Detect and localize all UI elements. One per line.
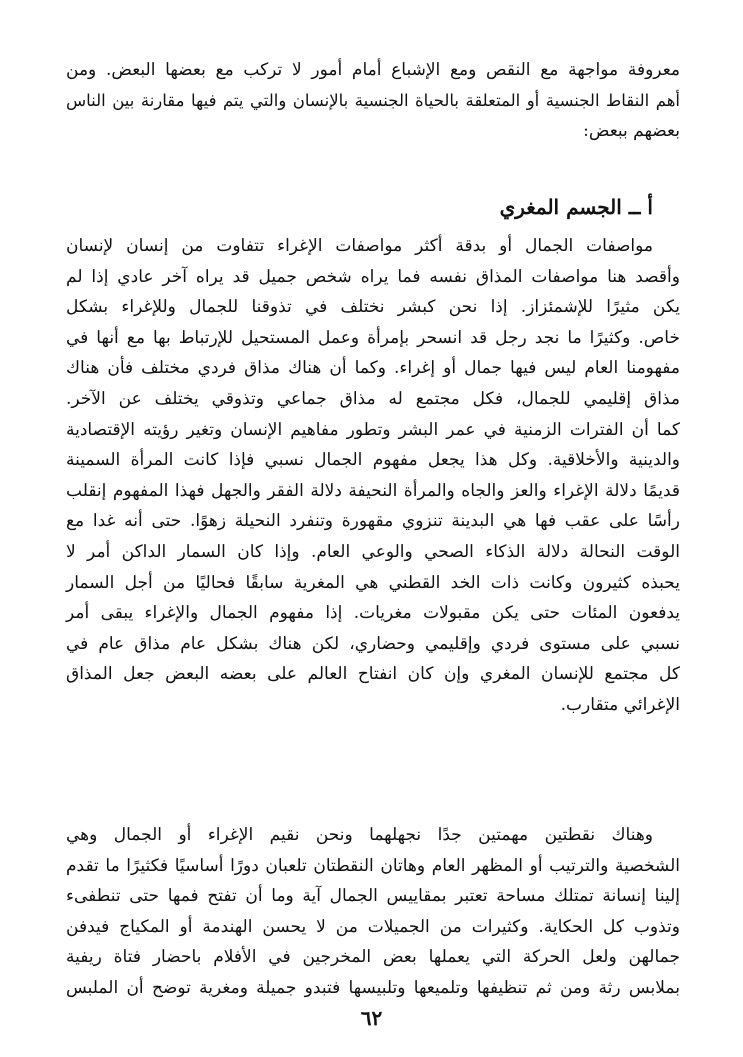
text-line: إلينا إنسانة تمتلك مساحة تعتبر بمقاييس الجمال آية وما أن تفتح فمها حتى تنطفىء [66, 886, 680, 907]
page-number: ٦٢ [360, 1006, 383, 1030]
text-line: يدفعون المئات حتى يكن مقبولات مغريات. إذا مفهوم الجمال والإغراء يبقى أمر [66, 603, 680, 624]
text-line: جمالهن ولعل الحركة التي يعملها بعض المخرجين في الأفلام باحضار فتاة ريفية [66, 947, 680, 968]
intro-paragraph [66, 55, 680, 147]
text-line: معروفة مواجهة مع النقص ومع الإشباع أمام أمور لا تركب مع بعضها البعض. ومن [66, 60, 680, 80]
text-line: يكن مثيرًا للإشمئزاز. إذا نحن كبشر نختلف في تذوقنا للجمال وللإغراء بشكل [66, 297, 680, 318]
text-line: وتذوب كل الحكاية. وكثيرات من الجميلات من لا يحسن الهندمة أو المكياج فيدفن [66, 916, 680, 937]
text-line: قديمًا دلالة الإغراء والعز والجاه والمرأة النحيفة دلالة الفقر والجهل فهذا المفهوم إنقلب [66, 480, 680, 501]
text-line: الوقت النحالة دلالة الذكاء الصحي والوعي العام. وإذا كان السمار الداكن أمر لا [66, 541, 680, 562]
text-line: رأسًا على عقب فها هي البدينة تنزوي مقهورة وتنفرد النحيلة زهوًا. حتى أنه غدا مع [66, 511, 680, 532]
text-line: أهم النقاط الجنسية أو المتعلقة بالحياة الجنسية بالإنسان والتي يتم فيها مقارنة بين الناس [66, 90, 680, 110]
text-line: الشخصية والترتيب أو المظهر العام وهاتان النقطتان تلعبان دورًا أساسيًا فكثيرًا ما تقدم [66, 855, 680, 876]
text-line: والدينية والأخلاقية. وكل هذا يجعل مفهوم الجمال نسبي فإذا كانت المرأة السمينة [66, 450, 680, 471]
section-heading: أ ــ الجسم المغري [499, 195, 653, 219]
second-paragraph [66, 820, 680, 1004]
text-line: يحبذه كثيرون وكانت ذات الخد القطني هي المغرية سابقًا فحاليًا من أجل السمار [66, 572, 680, 593]
text-line: بملابس رثة ومن ثم تنظيفها وتلميعها وتلبيسها فتبدو جميلة ومغرية توضح أن الملبس [66, 977, 680, 998]
main-paragraph [66, 231, 680, 721]
text-line: الإغرائي متقارب. [560, 694, 680, 715]
text-line: وأقصد هنا مواصفات المذاق نفسه فما يراه شخص جميل قد يراه آخر عادي إذا لم [66, 266, 680, 287]
text-line: نسبي على مستوى فردي وإقليمي وحضاري، لكن هناك بشكل عام مذاق عام في [66, 633, 680, 654]
text-line: كما أن الفترات الزمنية في عمر البشر وتطور مفاهيم الإنسان وتغير رؤيته الإقتصادية [66, 419, 680, 440]
text-line: كل مجتمع للإنسان المغري وإن كان انفتاح العالم على بعضه البعض جعل المذاق [66, 664, 680, 685]
text-line: خاص. وكثيرًا ما نجد رجل قد انسحر بإمرأة وعمل المستحيل للإرتباط بها مع أنها في [66, 327, 680, 348]
text-line: وهناك نقطتين مهمتين جدًا نجهلهما ونحن نقيم الإغراء أو الجمال وهي [66, 825, 653, 845]
text-line: بعضهم ببعض: [583, 121, 680, 142]
text-line: مفهومنا العام ليس فيها جمال أو إغراء. وكما أن هناك مذاق فردي مختلف فأن هناك [66, 358, 680, 379]
text-line: مذاق إقليمي للجمال، فكل مجتمع له مذاق جماعي وتذوقي يختلف عن الآخر. [66, 388, 680, 409]
text-line: مواصفات الجمال أو بدقة أكثر مواصفات الإغراء تتفاوت من إنسان لإنسان [66, 236, 653, 256]
